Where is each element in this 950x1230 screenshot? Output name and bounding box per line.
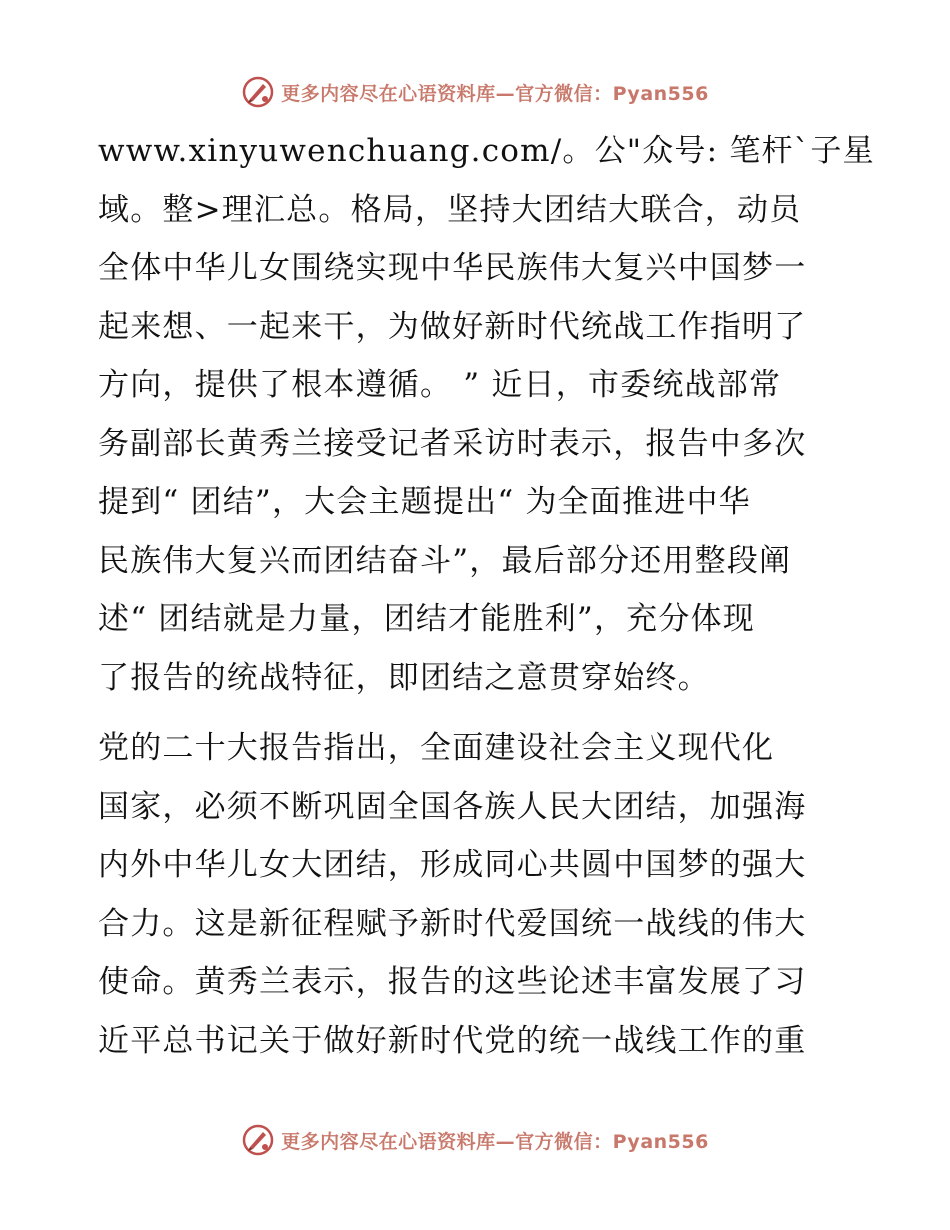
pen-logo-icon [241,1123,275,1157]
text-line: 合力。这是新征程赋予新时代爱国统一战线的伟大 [98,905,807,942]
text-line: 国家，必须不断巩固全国各族人民大团结，加强海 [98,788,807,825]
text-line: 提到“ 团结”，大会主题提出“ 为全面推进中华 [98,484,751,520]
text-line: 全体中华儿女围绕实现中华民族伟大复兴中国梦一 [98,250,807,286]
header-banner [0,72,950,112]
text-line: 党的二十大报告指出，全面建设社会主义现代化 [98,730,775,766]
text-line: 起来想、一起来干，为做好新时代统战工作指明了 [98,308,807,345]
text-line: 近平总书记关于做好新时代党的统一战线工作的重 [98,1022,807,1059]
text-line: 了报告的统战特征，即团结之意贯穿始终。 [98,659,710,696]
paragraph-1 [98,122,875,707]
footer-banner [0,1120,950,1160]
text-line: 民族伟大复兴而团结奋斗”，最后部分还用整段阐 [98,542,792,579]
text-line: 务副部长黄秀兰接受记者采访时表示，报告中多次 [98,425,807,462]
text-line: www.xinyuwenchuang.com/。公"众号: 笔杆`子星 [98,133,875,169]
text-line: 述“ 团结就是力量，团结才能胜利”，充分体现 [98,601,755,637]
text-line: 内外中华儿女大团结，形成同心共圆中国梦的强大 [98,847,807,883]
pen-logo-icon [241,75,275,109]
text-line: 域。整>理汇总。格局，坚持大团结大联合，动员 [98,191,802,228]
footer-banner-text: 更多内容尽在心语资料库—官方微信：Pyan556 [281,1130,709,1153]
text-line: 使命。黄秀兰表示，报告的这些论述丰富发展了习 [98,964,807,1000]
header-banner-text: 更多内容尽在心语资料库—官方微信：Pyan556 [281,82,709,105]
document-body [98,122,875,1070]
paragraph-2 [98,719,858,1070]
text-line: 方向，提供了根本遵循。 ” 近日，市委统战部常 [98,367,782,403]
